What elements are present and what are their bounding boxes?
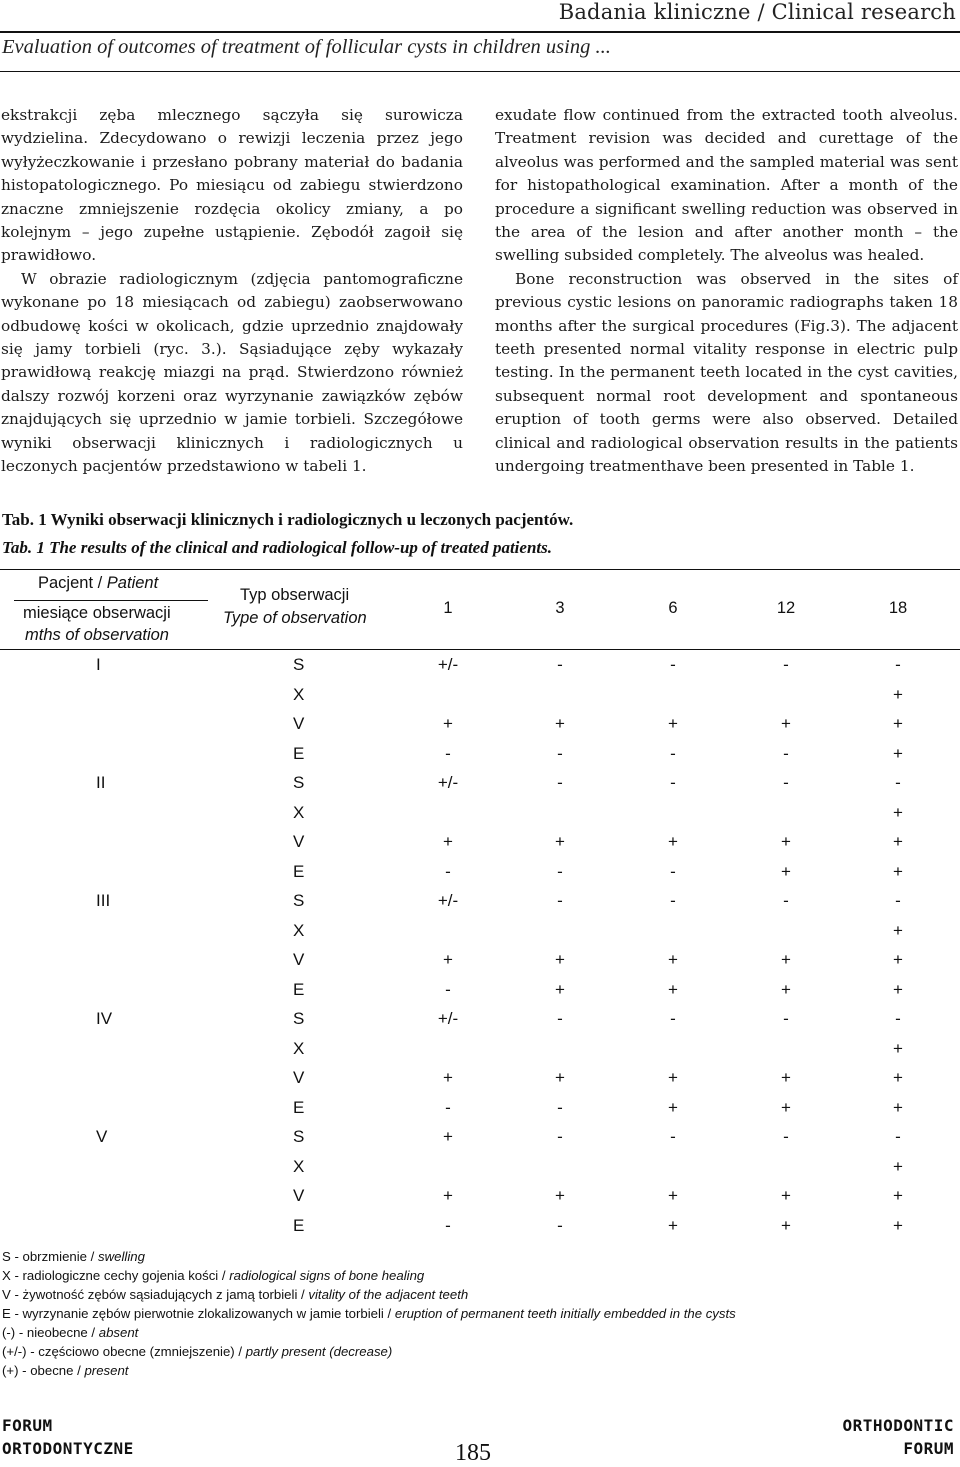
cell-value: - [557, 1215, 563, 1235]
cell-type: S [293, 655, 305, 674]
cell-type: V [293, 1068, 305, 1087]
cell-value: + [668, 1215, 678, 1235]
cell-value: + [443, 714, 453, 733]
cell-value: + [555, 832, 565, 851]
header-type-polish: Typ obserwacji [240, 586, 350, 604]
cell-value: + [555, 979, 565, 999]
cell-value: + [443, 1068, 453, 1087]
cell-value: - [670, 1127, 676, 1146]
header-month: 6 [668, 599, 678, 617]
cell-value: + [443, 1127, 453, 1146]
cell-value: + [668, 832, 678, 851]
cell-value: - [557, 773, 563, 792]
cell-value: + [781, 714, 791, 733]
cell-value: +/- [437, 1009, 459, 1028]
cell-value: + [781, 1186, 791, 1205]
paragraph: ekstrakcji zęba mlecznego sączyła się surowicza wydzielina. Zdecydowano o rewizji leczenia przez jego wyłyżeczkowanie i przesłano pobrany materiał do badania histopatologicznego. Po miesiącu od zabiegu stwierdzono znaczne zmniejszenie rozdęcia okolicy zmiany, a po kolejnym – jego zupełne ustąpienie. Zębodół zagoił się prawidłowo. [1, 106, 463, 265]
cell-value: - [670, 743, 676, 763]
cell-type: V [293, 714, 305, 733]
cell-value: +/- [437, 891, 459, 910]
cell-value: +/- [437, 773, 459, 792]
cell-value: - [445, 861, 451, 881]
cell-value: + [893, 979, 903, 999]
cell-value: + [893, 1156, 903, 1176]
cell-value: - [670, 861, 676, 881]
table-top-rule [0, 569, 960, 570]
cell-type: X [293, 1038, 305, 1058]
cell-value: - [670, 655, 676, 674]
cell-value: - [895, 773, 901, 792]
cell-value: + [443, 1186, 453, 1205]
cell-value: + [781, 1068, 791, 1087]
legend-item: (-) - nieobecne / absent [2, 1325, 139, 1340]
section-label: Badania kliniczne / Clinical research [558, 0, 956, 24]
cell-type: E [293, 1097, 305, 1117]
header-months-english: mths of observation [25, 626, 169, 644]
cell-patient: I [96, 655, 101, 674]
header-month: 12 [776, 599, 796, 617]
cell-type: X [293, 802, 305, 822]
cell-type: E [293, 743, 305, 763]
cell-value: - [557, 1097, 563, 1117]
cell-value: + [668, 1186, 678, 1205]
cell-value: - [895, 655, 901, 674]
cell-type: S [293, 1009, 305, 1028]
body-column-english [495, 104, 958, 479]
cell-value: - [783, 655, 789, 674]
header-divider-bottom [0, 71, 960, 72]
header-divider [0, 31, 960, 33]
cell-value: - [557, 861, 563, 881]
cell-value: + [443, 832, 453, 851]
cell-patient: III [96, 891, 111, 910]
cell-value: + [555, 950, 565, 969]
header-months-polish: miesiące obserwacji [23, 604, 171, 622]
cell-value: - [445, 1097, 451, 1117]
cell-value: + [668, 979, 678, 999]
journal-name-polish: FORUM ORTODONTYCZNE [2, 1416, 134, 1458]
header-type-english: Type of observation [223, 609, 367, 627]
cell-value: + [893, 950, 903, 969]
cell-value: + [781, 1215, 791, 1235]
header-patient: Pacjent / Patient [38, 574, 159, 592]
cell-type: S [293, 773, 305, 792]
cell-value: - [445, 743, 451, 763]
cell-value: + [668, 1097, 678, 1117]
header-month: 1 [443, 599, 453, 617]
cell-value: + [893, 802, 903, 822]
paragraph: exudate flow continued from the extracted tooth alveolus. Treatment revision was decided and curettage of the alveolus was performed and the sampled material was sent for histopathological examination. After a month of the procedure a significant swelling reduction was observed in the area of the lesion and after another month – the swelling subsided completely. The alveolus was healed. [495, 106, 958, 265]
cell-value: + [781, 861, 791, 881]
cell-type: V [293, 832, 305, 851]
cell-value: - [895, 1009, 901, 1028]
cell-value: - [895, 891, 901, 910]
cell-value: - [783, 891, 789, 910]
cell-value: + [555, 1186, 565, 1205]
cell-value: - [445, 979, 451, 999]
cell-value: - [783, 1009, 789, 1028]
table-caption-english: Tab. 1 The results of the clinical and radiological follow-up of treated patients. [2, 538, 552, 557]
cell-value: + [893, 1215, 903, 1235]
cell-value: + [893, 861, 903, 881]
table-legend [2, 1247, 736, 1380]
running-title: Evaluation of outcomes of treatment of follicular cysts in children using ... [2, 36, 611, 58]
paragraph: W obrazie radiologicznym (zdjęcia pantomograficzne wykonane po 18 miesiącach od zabiegu) zaobserwowano odbudowę kości w okolicach, gdzie uprzednio znajdowały się jamy torbieli (ryc. 3.). Sąsiadujące zęby wykazały prawidłową reakcję miazgi na prąd. Stwierdzono również dalszy rozwój korzeni oraz wyrzynanie zawiązków zębów znajdujących się uprzednio w jamie torbieli. Szczegółowe wyniki obserwacji klinicznych i radiologicznych u leczonych pacjentów przedstawiono w tabeli 1. [1, 269, 463, 476]
cell-value: - [557, 1009, 563, 1028]
cell-patient: IV [96, 1009, 113, 1028]
cell-type: E [293, 979, 305, 999]
cell-value: + [668, 714, 678, 733]
cell-value: +/- [437, 655, 459, 674]
legend-item: S - obrzmienie / swelling [2, 1249, 145, 1264]
cell-value: + [893, 1097, 903, 1117]
cell-type: X [293, 920, 305, 940]
cell-value: + [781, 832, 791, 851]
legend-item: E - wyrzynanie zębów pierwotnie zlokalizowanych w jamie torbieli / eruption of permanent teeth initially embedded in the cysts [2, 1306, 736, 1321]
cell-value: - [557, 743, 563, 763]
cell-value: - [670, 773, 676, 792]
legend-item: V - żywotność zębów sąsiadujących z jamą torbieli / vitality of the adjacent teeth [2, 1287, 469, 1302]
cell-value: - [557, 891, 563, 910]
cell-type: S [293, 1127, 305, 1146]
cell-patient: II [96, 773, 106, 792]
cell-value: - [783, 743, 789, 763]
cell-type: X [293, 1156, 305, 1176]
cell-value: + [781, 1097, 791, 1117]
paragraph: Bone reconstruction was observed in the sites of previous cystic lesions on panoramic radiographs taken 18 months after the surgical procedures (Fig.3). The adjacent teeth presented normal vitality response in electric pulp testing. In the permanent teeth located in the cyst cavities, subsequent normal root development and spontaneous eruption of tooth germs were also observed. Detailed clinical and radiological observation results in the patients undergoing treatmenthave been presented in Table 1. [495, 269, 958, 476]
cell-value: + [893, 920, 903, 940]
legend-item: (+) - obecne / present [2, 1363, 129, 1378]
cell-value: - [670, 891, 676, 910]
cell-value: + [781, 979, 791, 999]
page-number: 185 [455, 1440, 491, 1466]
cell-value: + [893, 743, 903, 763]
cell-value: - [670, 1009, 676, 1028]
legend-item: (+/-) - częściowo obecne (zmniejszenie) / partly present (decrease) [2, 1344, 393, 1359]
cell-value: + [443, 950, 453, 969]
table-header-rule [0, 649, 960, 650]
cell-value: - [557, 1127, 563, 1146]
cell-value: + [893, 714, 903, 733]
journal-name-english: ORTHODONTIC FORUM [842, 1416, 954, 1458]
cell-value: - [445, 1215, 451, 1235]
header-month: 18 [888, 599, 908, 617]
cell-value: + [555, 1068, 565, 1087]
header-partial-rule [14, 600, 208, 601]
cell-type: E [293, 861, 305, 881]
header-month: 3 [555, 599, 565, 617]
cell-type: X [293, 684, 305, 704]
body-column-polish [1, 104, 463, 479]
cell-value: + [893, 1068, 903, 1087]
cell-value: + [668, 950, 678, 969]
cell-type: E [293, 1215, 305, 1235]
cell-value: + [893, 1038, 903, 1058]
cell-type: S [293, 891, 305, 910]
cell-type: V [293, 1186, 305, 1205]
cell-value: - [895, 1127, 901, 1146]
cell-value: + [668, 1068, 678, 1087]
cell-value: + [893, 1186, 903, 1205]
cell-value: - [783, 773, 789, 792]
cell-value: + [781, 950, 791, 969]
cell-patient: V [96, 1127, 108, 1146]
cell-value: + [555, 714, 565, 733]
legend-item: X - radiologiczne cechy gojenia kości / radiological signs of bone healing [2, 1268, 425, 1283]
cell-value: - [783, 1127, 789, 1146]
table-caption-polish: Tab. 1 Wyniki obserwacji klinicznych i radiologicznych u leczonych pacjentów. [2, 510, 574, 529]
cell-value: + [893, 684, 903, 704]
cell-type: V [293, 950, 305, 969]
cell-value: - [557, 655, 563, 674]
cell-value: + [893, 832, 903, 851]
